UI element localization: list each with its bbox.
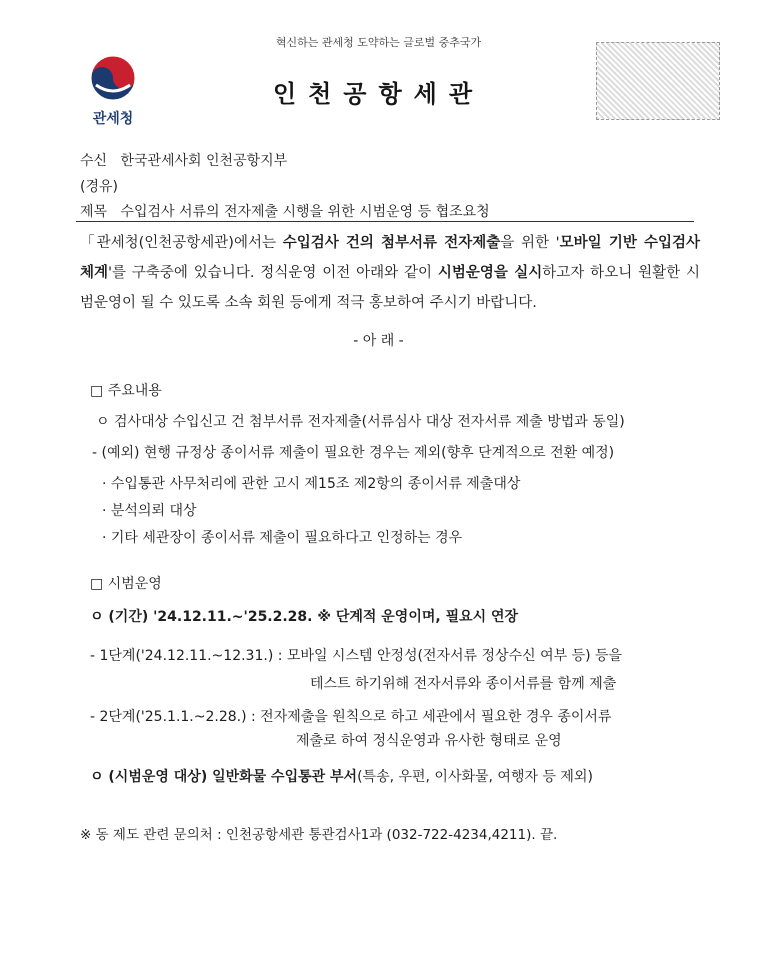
body-text: 「관세청(인천공항세관)에서는 [80, 235, 283, 251]
logo-text: 관세청 [92, 111, 134, 127]
trial-period: ㅇ (기간) '24.12.11.~'25.2.28. ※ 단계적 운영이며, 필요시 연장 [90, 609, 519, 625]
body-text: 을 위한 ' [500, 235, 560, 251]
subject-line [80, 201, 490, 221]
via-line: (경유) [80, 179, 118, 195]
contact-line: ※ 동 제도 관련 문의처 : 인천공항세관 통관검사1과 (032-722-4234,4211). 끝. [80, 827, 558, 843]
recipient-value: 한국관세사회 인천공항지부 [120, 153, 288, 169]
stage2-line-cont: 제출로 하여 정식운영과 유사한 형태로 운영 [296, 733, 562, 749]
body-bold: 수입검사 건의 첨부서류 전자제출 [282, 235, 501, 251]
bullet-item: · 수입통관 사무처리에 관한 고시 제15조 제2항의 종이서류 제출대상 [102, 476, 521, 492]
trial-target-rest: (특송, 우편, 이사화물, 여행자 등 제외) [357, 769, 593, 785]
body-bold: 모바일 기반 수입검사 체계 [80, 235, 700, 281]
section1-item: ㅇ 검사대상 수입신고 건 첨부서류 전자제출(서류심사 대상 전자서류 제출 방법과 동일) [96, 414, 625, 430]
stage2-line: - 2단계('25.1.1.~2.28.) : 전자제출을 원칙으로 하고 세관에서 필요한 경우 종이서류 [90, 709, 612, 725]
body-text: '를 구축중에 있습니다. 정식운영 이전 아래와 같이 [108, 265, 438, 281]
body-text: 하고자 하오니 원활한 시범운영이 될 수 있도록 소속 회원 등에게 적극 홍보하여 주시기 바랍니다. [80, 265, 700, 311]
bullet-item: · 기타 세관장이 종이서류 제출이 필요하다고 인정하는 경우 [102, 530, 463, 546]
subject-label: 제목 [80, 204, 108, 220]
below-heading: - 아 래 - [353, 333, 404, 349]
stage1-line: - 1단계('24.12.11.~12.31.) : 모바일 시스템 안정성(전자서류 정상수신 여부 등) 등을 [90, 648, 623, 664]
subject-value: 수입검사 서류의 전자제출 시행을 위한 시범운영 등 협조요청 [120, 204, 490, 220]
slogan: 혁신하는 관세청 도약하는 글로벌 중추국가 [275, 36, 482, 49]
trial-target [90, 766, 593, 786]
section1-exception: - (예외) 현행 규정상 종이서류 제출이 필요한 경우는 제외(향후 단계적으로 전환 예정) [92, 445, 615, 461]
body-bold: 시범운영을 실시 [437, 265, 543, 281]
section1-title: □ 주요내용 [90, 383, 162, 399]
org-title: 인천공항세관 [272, 80, 485, 108]
bullet-item: · 분석의뢰 대상 [102, 503, 197, 519]
body-paragraph [80, 228, 700, 318]
recipient-line [80, 150, 287, 170]
security-stamp [596, 42, 720, 120]
subject-divider [76, 221, 694, 222]
trial-target-bold: ㅇ (시범운영 대상) 일반화물 수입통관 부서 [90, 769, 358, 785]
recipient-label: 수신 [80, 153, 108, 169]
section2-title: □ 시범운영 [90, 576, 162, 592]
stage1-line-cont: 테스트 하기위해 전자서류와 종이서류를 함께 제출 [310, 676, 617, 692]
